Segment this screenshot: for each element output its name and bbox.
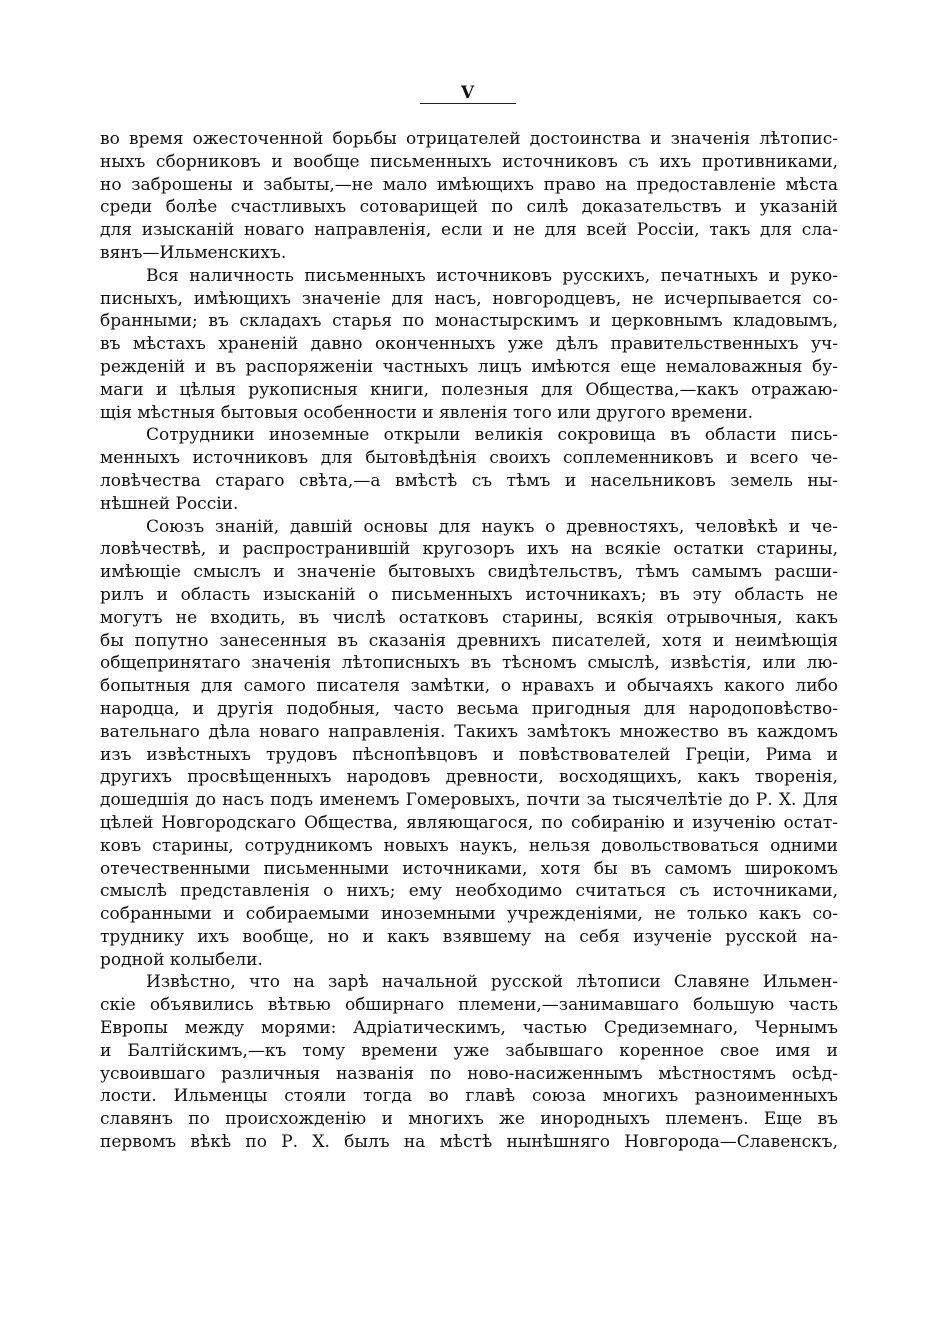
text-line: среди болѣе счастливыхъ сотоварищей по силѣ доказательствъ и указаній — [100, 197, 838, 218]
text-line: дошедшія до насъ подъ именемъ Гомеровыхъ, почти за тысячелѣтіе до Р. Х. Для — [100, 790, 838, 811]
text-line: нѣшней Россіи. — [100, 493, 239, 514]
text-line: вательнаго дѣла новаго направленія. Такихъ замѣтокъ множество въ каждомъ — [100, 721, 838, 742]
text-line: Вся наличность письменныхъ источниковъ русскихъ, печатныхъ и руко- — [146, 265, 838, 286]
text-line: Сотрудники иноземные открыли великія сокровища въ области пись- — [146, 425, 838, 446]
text-line: усвоившаго различныя названія по ново-насиженнымъ мѣстностямъ осѣд- — [100, 1063, 838, 1084]
text-line: Европы между морями: Адріатическимъ, частью Средиземнаго, Чернымъ — [100, 1018, 838, 1039]
text-line: бранными; въ складахъ старья по монастырскимъ и церковнымъ кладовымъ, — [100, 311, 838, 332]
text-line: собранными и собираемыми иноземными учрежденіями, не только какъ со- — [100, 904, 838, 925]
text-line: но заброшены и забыты,—не мало имѣющихъ право на предоставленіе мѣста — [100, 174, 838, 195]
text-line: рилъ и область изысканій о письменныхъ источникахъ; въ эту область не — [100, 584, 838, 605]
text-line: маги и цѣлыя рукописныя книги, полезныя для Общества,—какъ отражаю- — [100, 379, 838, 400]
text-line: скіе объявились вѣтвью обширнаго племени,—занимавшаго большую часть — [100, 995, 838, 1016]
text-line: другихъ просвѣщенныхъ народовъ древности, восходящихъ, какъ творенія, — [100, 767, 838, 788]
page-number: V — [460, 83, 476, 103]
text-line: цѣлей Новгородскаго Общества, являющагося, по собиранію и изученію остат- — [100, 812, 838, 833]
text-line: для изысканій новаго направленія, если и не для всей Россіи, такъ для сла- — [100, 220, 838, 241]
text-line: режденій и въ распоряженіи частныхъ лицъ имѣются еще немаловажныя бу- — [100, 356, 838, 377]
text-line: ловѣчествѣ, и распространившій кругозоръ ихъ на всякіе остатки старины, — [100, 539, 838, 560]
text-line: имѣющіе смыслъ и значеніе бытовыхъ свидѣтельствъ, тѣмъ самымъ расши- — [100, 562, 838, 583]
text-line: писныхъ, имѣющихъ значеніе для насъ, новгородцевъ, не исчерпывается со- — [100, 288, 838, 309]
text-line: Извѣстно, что на зарѣ начальной русской лѣтописи Славяне Ильмен- — [146, 972, 838, 993]
text-line: и Балтійскимъ,—къ тому времени уже забывшаго коренное свое имя и — [100, 1040, 838, 1061]
text-line: могутъ не входить, въ числѣ остатковъ старины, всякія отрывочныя, какъ — [100, 607, 838, 628]
text-line: ловѣчества стараго свѣта,—а вмѣстѣ съ тѣмъ и насельниковъ земель ны- — [100, 470, 838, 491]
text-line: менныхъ источниковъ для бытовѣдѣнія своихъ соплеменниковъ и всего че- — [100, 448, 838, 469]
text-line: въ мѣстахъ храненій давно оконченныхъ уже дѣлъ правительственныхъ уч- — [100, 334, 838, 355]
text-line: бопытныя для самого писателя замѣтки, о нравахъ и обычаяхъ какого либо — [100, 676, 838, 697]
body-text — [100, 128, 838, 1154]
text-line: ковъ старины, сотрудникомъ новыхъ наукъ, нельзя довольствоваться одними — [100, 835, 838, 856]
text-line: Союзъ знаній, давшій основы для наукъ о древностяхъ, человѣкѣ и че- — [146, 516, 838, 537]
text-line: вянъ—Ильменскихъ. — [100, 242, 287, 263]
text-line: родной колыбели. — [100, 949, 263, 970]
text-line: труднику ихъ вообще, но и какъ взявшему на себя изученіе русской на- — [100, 926, 838, 947]
text-line: общепринятаго значенія лѣтописныхъ въ тѣсномъ смыслѣ, извѣстія, или лю- — [100, 653, 838, 674]
text-line: ныхъ сборниковъ и вообще письменныхъ источниковъ съ ихъ противниками, — [100, 151, 838, 172]
text-line: во время ожесточенной борьбы отрицателей достоинства и значенія лѣтопис- — [100, 129, 838, 149]
text-line: бы попутно занесенныя въ сказанія древнихъ писателей, хотя и неимѣющія — [100, 630, 838, 651]
page-header — [0, 84, 936, 104]
text-line: первомъ вѣкѣ по Р. Х. былъ на мѣстѣ нынѣшняго Новгорода—Славенскъ, — [100, 1132, 838, 1153]
text-line: смыслѣ представленія о нихъ; ему необходимо считаться съ источниками, — [100, 881, 838, 902]
text-line: щія мѣстныя бытовыя особенности и явленія того или другого времени. — [100, 402, 753, 423]
text-line: славянъ по происхожденію и многихъ же инородныхъ племенъ. Еще въ — [100, 1109, 838, 1130]
text-line: лости. Ильменцы стояли тогда во главѣ союза многихъ разноименныхъ — [100, 1086, 838, 1107]
header-rule — [420, 103, 516, 104]
text-line: народца, и другія подобныя, часто весьма пригодныя для народоповѣство- — [100, 698, 838, 719]
text-line: изъ извѣстныхъ трудовъ пѣснопѣвцовъ и повѣствователей Греціи, Рима и — [100, 744, 838, 765]
text-line: отечественными письменными источниками, хотя бы въ самомъ широкомъ — [100, 858, 838, 879]
